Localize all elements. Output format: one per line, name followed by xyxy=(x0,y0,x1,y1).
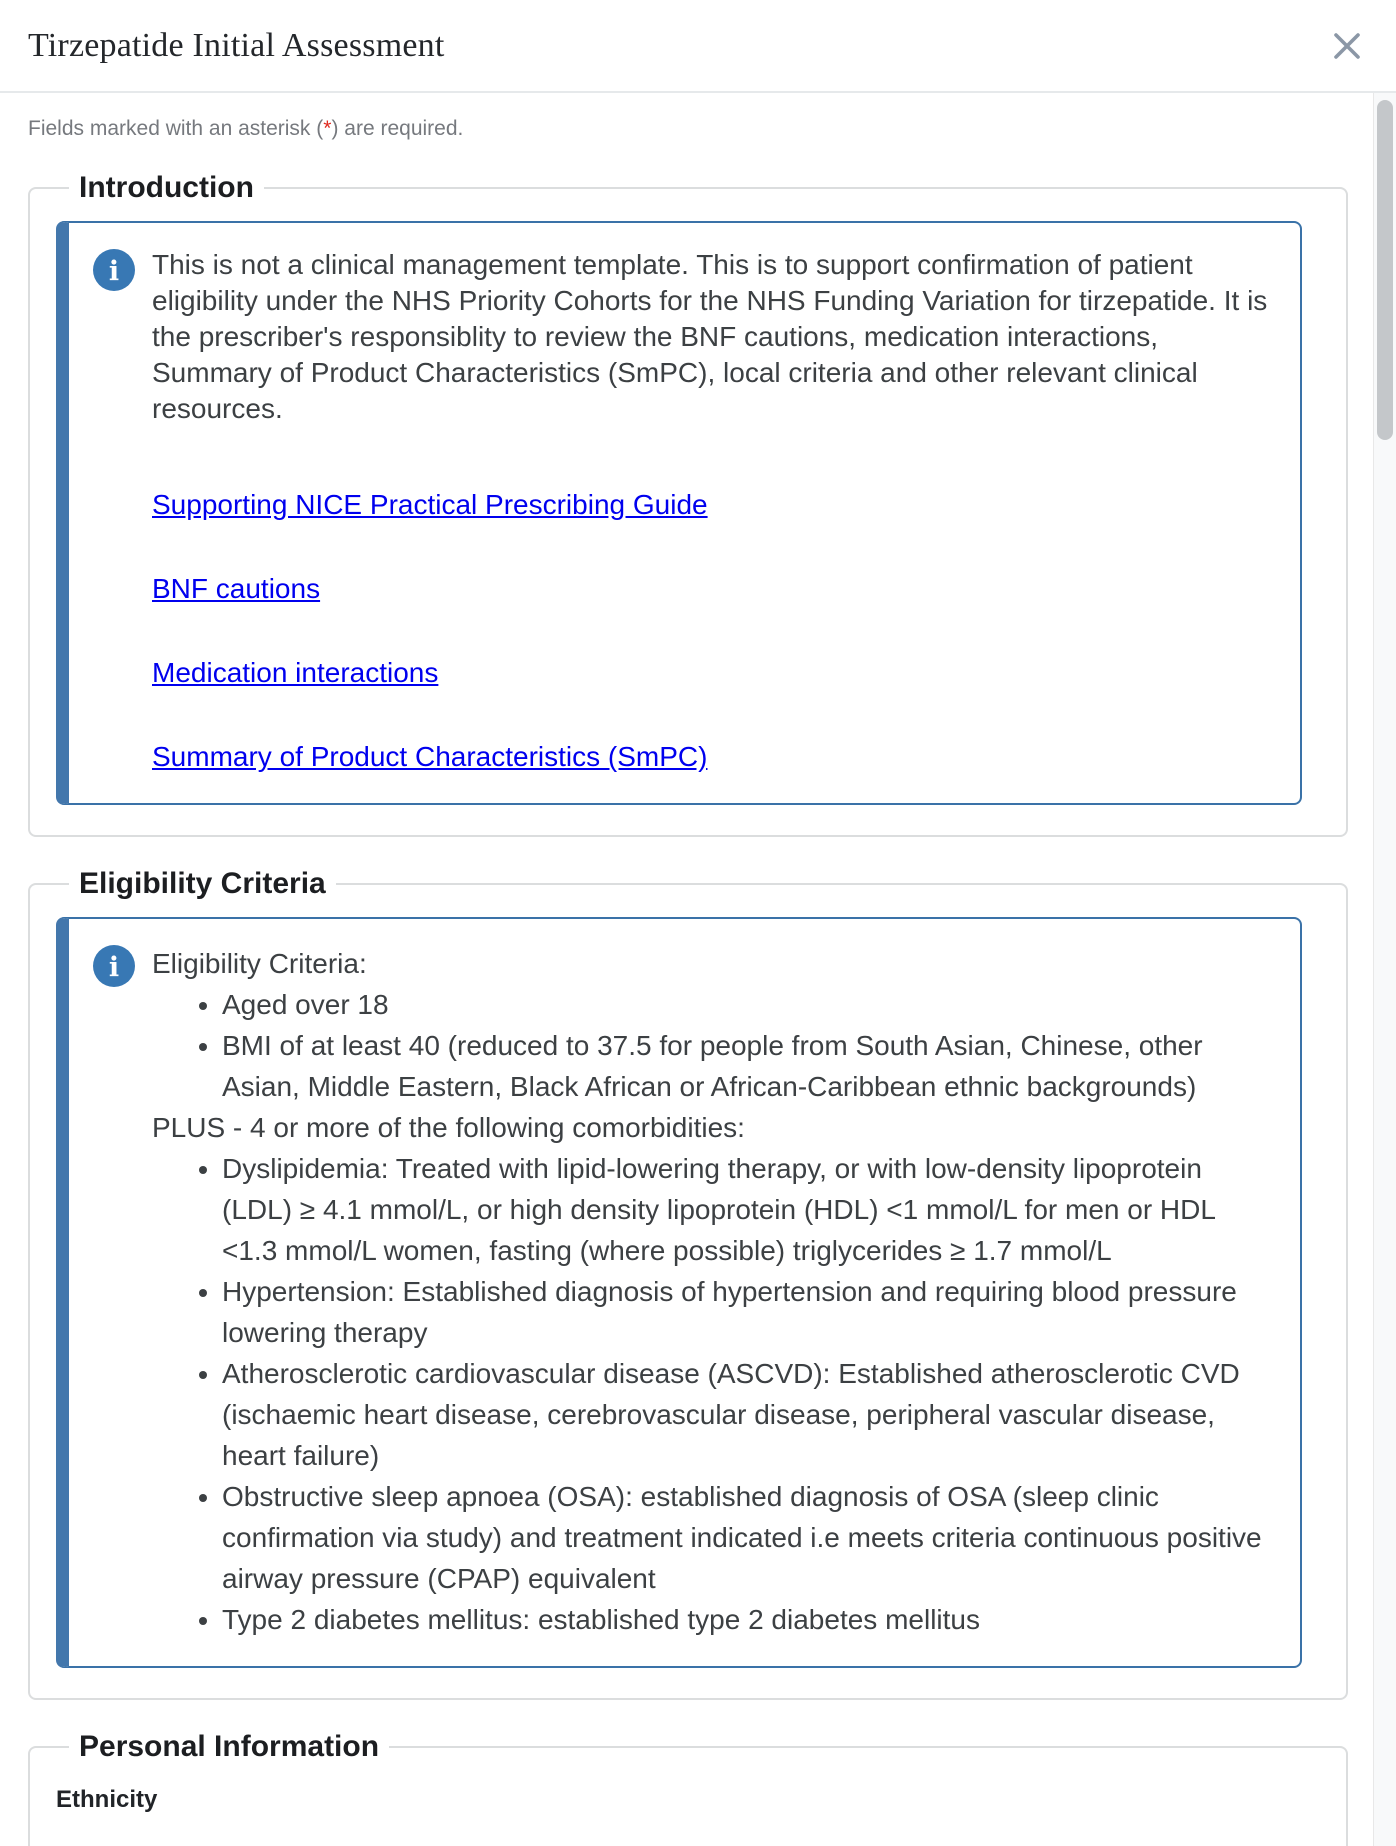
dialog-header xyxy=(0,0,1396,93)
eligibility-info-content xyxy=(152,943,1276,1640)
required-note-suffix: ) are required. xyxy=(331,117,464,140)
link-nice-prescribing-guide[interactable]: Supporting NICE Practical Prescribing Guide xyxy=(152,489,708,520)
comorbidities-list xyxy=(152,1148,1276,1640)
comorbidity-item: • Atherosclerotic cardiovascular disease (ASCVD): Established atherosclerotic CVD (ischaemic heart disease, cerebrovascular disease, peripheral vascular disease, heart failure) xyxy=(222,1353,1276,1476)
scrollbar[interactable] xyxy=(1373,93,1396,1846)
section-introduction-legend: Introduction xyxy=(79,171,254,204)
section-personal-legend: Personal Information xyxy=(79,1730,380,1763)
required-asterisk: * xyxy=(323,117,332,140)
introduction-text: This is not a clinical management template. This is to support confirmation of patient eligibility under the NHS Priority Cohorts for the NHS Funding Variation for tirzepatide. It is the prescriber's responsiblity to review the BNF cautions, medication interactions, Summary of Product Characteristics (SmPC), local criteria and other relevant clinical resources. xyxy=(152,249,1268,424)
info-icon xyxy=(93,249,135,291)
close-icon xyxy=(1328,27,1366,65)
section-eligibility xyxy=(28,867,1348,1700)
required-note-prefix: Fields marked with an asterisk ( xyxy=(28,117,324,140)
section-introduction xyxy=(28,171,1348,837)
section-personal-information xyxy=(28,1730,1348,1846)
info-icon xyxy=(93,945,135,987)
eligibility-heading: Eligibility Criteria: xyxy=(152,948,367,979)
criteria-item: • Aged over 18 xyxy=(222,984,1276,1025)
criteria-item: • BMI of at least 40 (reduced to 37.5 for people from South Asian, Chinese, other Asian, Middle Eastern, Black African or African-Caribbean ethnic backgrounds) xyxy=(222,1025,1276,1107)
dialog-body xyxy=(0,93,1396,1846)
link-medication-interactions[interactable]: Medication interactions xyxy=(152,657,439,688)
ethnicity-label: Ethnicity xyxy=(56,1786,158,1813)
eligibility-info-box xyxy=(56,917,1302,1668)
comorbidity-item: • Hypertension: Established diagnosis of hypertension and requiring blood pressure lowering therapy xyxy=(222,1271,1276,1353)
introduction-info-box xyxy=(56,221,1302,805)
svg-text:i: i xyxy=(108,952,120,983)
required-note xyxy=(28,117,1348,141)
comorbidity-item: • Type 2 diabetes mellitus: established type 2 diabetes mellitus xyxy=(222,1599,1276,1640)
section-eligibility-legend: Eligibility Criteria xyxy=(79,867,326,900)
form-content xyxy=(0,93,1396,1846)
comorbidity-item: • Obstructive sleep apnoea (OSA): established diagnosis of OSA (sleep clinic confirmation via study) and treatment indicated i.e meets criteria continuous positive airway pressure (CPAP) equivalent xyxy=(222,1476,1276,1599)
svg-text:i: i xyxy=(108,256,120,287)
close-button[interactable] xyxy=(1324,23,1370,69)
eligibility-criteria-list xyxy=(152,984,1276,1107)
scrollbar-thumb[interactable] xyxy=(1377,100,1393,440)
link-bnf-cautions[interactable]: BNF cautions xyxy=(152,573,321,604)
dialog-title: Tirzepatide Initial Assessment xyxy=(28,26,445,64)
comorbidity-item: • Dyslipidemia: Treated with lipid-lowering therapy, or with low-density lipoprotein (LDL) ≥ 4.1 mmol/L, or high density lipoprotein (HDL) <1 mmol/L for men or HDL <1.3 mmol/L women, fasting (where possible) triglycerides ≥ 1.7 mmol/L xyxy=(222,1148,1276,1271)
link-smpc[interactable]: Summary of Product Characteristics (SmPC) xyxy=(152,741,708,772)
introduction-info-content xyxy=(152,247,1276,777)
plus-line: PLUS - 4 or more of the following comorbidities: xyxy=(152,1112,745,1143)
